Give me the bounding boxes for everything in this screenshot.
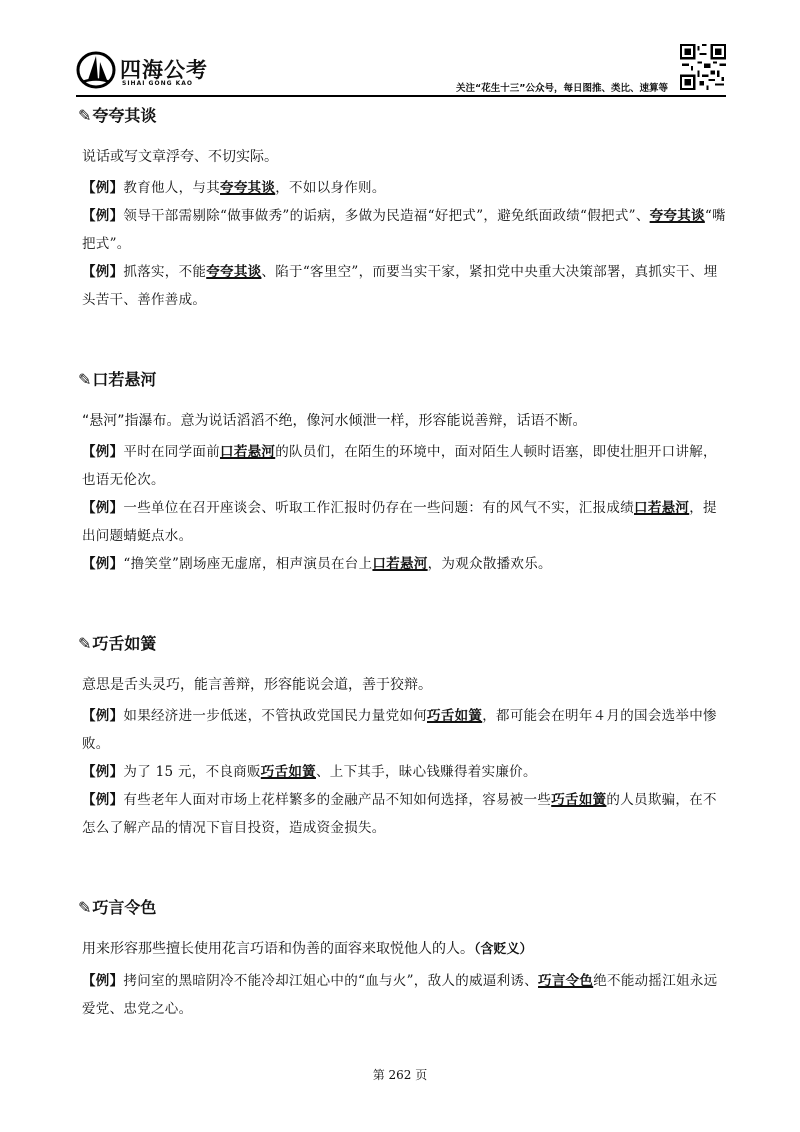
sailboat-logo-icon [76, 50, 116, 90]
qr-code-icon [680, 44, 726, 90]
idiom-term: 夸夸其谈 [649, 208, 705, 224]
pencil-icon: ✎ [78, 370, 92, 389]
idiom-term: 巧言令色 [538, 973, 594, 989]
example-text: ，为观众散播欢乐。 [427, 556, 552, 572]
idiom-term: 夸夸其谈 [206, 264, 262, 280]
example-label: 【例】 [82, 708, 124, 724]
example-label: 【例】 [82, 180, 124, 196]
example-text: ，不如以身作则。 [275, 180, 386, 196]
example-text: “嘴把式”。 [82, 208, 726, 252]
idiom-title [78, 364, 728, 396]
idiom-title [78, 892, 728, 924]
pencil-icon: ✎ [78, 898, 92, 917]
example-sentence [82, 786, 728, 842]
idiom-title-text: 夸夸其谈 [92, 106, 157, 125]
example-sentence [82, 967, 728, 1023]
example-label: 【例】 [82, 556, 124, 572]
page-number: 第 262 页 [372, 1068, 428, 1082]
idiom-entry [78, 628, 728, 842]
idiom-title-text: 口若悬河 [92, 370, 157, 389]
idiom-term: 夸夸其谈 [220, 180, 276, 196]
idiom-term: 口若悬河 [634, 500, 690, 516]
idiom-term: 巧舌如簧 [260, 764, 316, 780]
idiom-entry [78, 364, 728, 578]
example-sentence [82, 550, 728, 578]
idiom-title [78, 628, 728, 660]
example-sentence [82, 758, 728, 786]
example-sentence [82, 174, 728, 202]
idiom-definition: 意思是舌头灵巧，能言善辩，形容能说会道，善于狡辩。 [82, 677, 432, 693]
page-header [76, 40, 726, 96]
example-text: 有些老年人面对市场上花样繁多的金融产品不知如何选择，容易被一些 [123, 792, 552, 808]
brand-name: 四海公考 [120, 58, 208, 82]
page-content [78, 100, 728, 1023]
example-label: 【例】 [82, 264, 124, 280]
example-sentence [82, 202, 728, 258]
idiom-title-text: 巧舌如簧 [92, 634, 157, 653]
example-sentence [82, 702, 728, 758]
example-sentence [82, 258, 728, 314]
example-sentence [82, 494, 728, 550]
definition-text: 用来形容那些擅长使用花言巧语和伪善的面容来取悦他人的人。 [82, 941, 474, 957]
idiom-definition: “悬河”指瀑布。意为说话滔滔不绝，像河水倾泄一样，形容能说善辩，话语不断。 [82, 413, 587, 429]
idiom-definition: 说话或写文章浮夸、不切实际。 [82, 149, 278, 165]
example-text: 、上下其手，昧心钱赚得着实廉价。 [315, 764, 537, 780]
idiom-title-text: 巧言令色 [92, 898, 157, 917]
example-sentence [82, 438, 728, 494]
idiom-term: 巧舌如簧 [551, 792, 607, 808]
example-label: 【例】 [82, 500, 124, 516]
example-label: 【例】 [82, 973, 124, 989]
example-text: ，提出问题蜻蜓点水。 [82, 500, 717, 544]
example-text: 如果经济进一步低迷，不管执政党国民力量党如何 [123, 708, 428, 724]
pencil-icon: ✎ [78, 106, 92, 125]
example-text: 的队员们，在陌生的环境中，面对陌生人顿时语塞，即使壮胆开口讲解，也语无伦次。 [82, 444, 717, 488]
example-text: 抓落实，不能 [123, 264, 207, 280]
example-text: 教育他人，与其 [123, 180, 221, 196]
idiom-term: 巧舌如簧 [427, 708, 483, 724]
brand-subtitle: SIHAI GONG KAO [122, 80, 193, 87]
example-text: ，都可能会在明年４月的国会选举中惨败。 [82, 708, 717, 752]
header-divider [76, 95, 726, 97]
example-text: 、陷于“客里空”，而要当实干家，紧扣党中央重大决策部署，真抓实干、埋头苦干、善作善成。 [82, 264, 718, 308]
connotation-tag: （含贬义） [474, 942, 533, 957]
example-text: 领导干部需剔除“做事做秀”的诟病，多做为民造福“好把式”，避免纸面政绩“假把式”、 [123, 208, 650, 224]
example-label: 【例】 [82, 792, 124, 808]
example-text: “撸笑堂”剧场座无虚席，相声演员在台上 [123, 556, 373, 572]
example-label: 【例】 [82, 764, 124, 780]
idiom-entry [78, 892, 728, 1023]
idiom-title [78, 100, 728, 132]
idiom-term: 口若悬河 [220, 444, 276, 460]
idiom-term: 口若悬河 [372, 556, 428, 572]
example-text: 绝不能动摇江姐永远爱党、忠党之心。 [82, 973, 718, 1017]
example-text: 拷问室的黑暗阴冷不能冷却江姐心中的“血与火”，敌人的威逼利诱、 [123, 973, 539, 989]
example-text: 平时在同学面前 [123, 444, 221, 460]
example-label: 【例】 [82, 444, 124, 460]
example-label: 【例】 [82, 208, 124, 224]
idiom-definition [82, 935, 728, 964]
example-text: 的人员欺骗，在不怎么了解产品的情况下盲目投资，造成资金损失。 [82, 792, 717, 836]
example-text: 为了 15 元，不良商贩 [123, 764, 261, 780]
header-note: 关注“花生十三”公众号，每日图推、类比、速算等 [456, 83, 668, 94]
pencil-icon: ✎ [78, 634, 92, 653]
example-text: 一些单位在召开座谈会、听取工作汇报时仍存在一些问题：有的风气不实，汇报成绩 [123, 500, 635, 516]
idiom-entry [78, 100, 728, 314]
